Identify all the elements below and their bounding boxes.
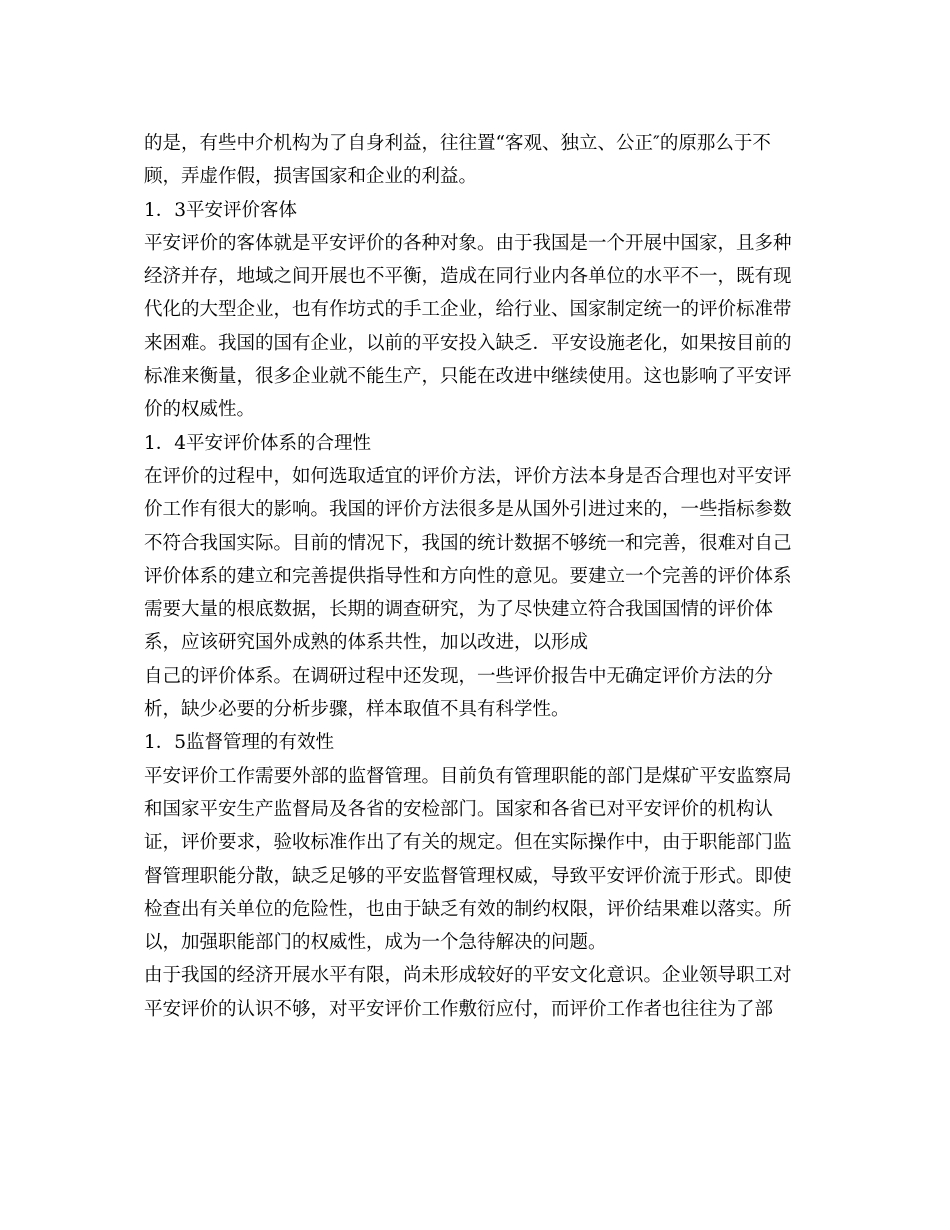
text-line: 平安评价工作需要外部的监督管理。目前负有管理职能的部门是煤矿平安监察局 (144, 765, 792, 787)
text-line: 系，应该研究国外成熟的体系共性，加以改进，以形成 (144, 632, 589, 654)
text-line: 析，缺少必要的分析步骤，样本取值不具有科学性。 (144, 699, 570, 721)
text-line: 由于我国的经济开展水平有限，尚未形成较好的平安文化意识。企业领导职工对 (144, 965, 792, 987)
text-line: 经济并存，地域之间开展也不平衡，造成在同行业内各单位的水平不一，既有现 (144, 266, 792, 288)
text-line: 平安评价的认识不够，对平安评价工作敷衍应付，而评价工作者也往往为了部 (144, 998, 774, 1020)
text-line: 在评价的过程中，如何选取适宜的评价方法，评价方法本身是否合理也对平安评 (144, 465, 792, 487)
text-line: 和国家平安生产监督局及各省的安检部门。国家和各省已对平安评价的机构认 (144, 798, 774, 820)
document-body (144, 127, 808, 1026)
section-heading: 1．4平安评价体系的合理性 (144, 432, 372, 454)
text-line: 需要大量的根底数据，长期的调查研究，为了尽快建立符合我国国情的评价体 (144, 599, 774, 621)
text-line: 来困难。我国的国有企业，以前的平安投入缺乏．平安设施老化，如果按目前的 (144, 332, 792, 354)
text-line: 价工作有很大的影响。我国的评价方法很多是从国外引进过来的，一些指标参数 (144, 499, 792, 521)
section-heading: 1．5监督管理的有效性 (144, 732, 335, 754)
text-line: 检查出有关单位的危险性，也由于缺乏有效的制约权限，评价结果难以落实。所 (144, 898, 792, 920)
text-line: 顾，弄虚作假，损害国家和企业的利益。 (144, 166, 478, 188)
text-line: 价的权威性。 (144, 399, 256, 421)
text-line: 证，评价要求，验收标准作出了有关的规定。但在实际操作中，由于职能部门监 (144, 832, 792, 854)
text-line: 不符合我国实际。目前的情况下，我国的统计数据不够统一和完善，很难对自己 (144, 532, 792, 554)
text-line: 标准来衡量，很多企业就不能生产，只能在改进中继续使用。这也影响了平安评 (144, 366, 792, 388)
text-line: 督管理职能分散，缺乏足够的平安监督管理权威，导致平安评价流于形式。即使 (144, 865, 792, 887)
text-line: 以，加强职能部门的权威性，成为一个急待解决的问题。 (144, 932, 607, 954)
text-line: 平安评价的客体就是平安评价的各种对象。由于我国是一个开展中国家，且多种 (144, 232, 792, 254)
text-line: 代化的大型企业，也有作坊式的手工企业，给行业、国家制定统一的评价标准带 (144, 299, 792, 321)
text-line: 自己的评价体系。在调研过程中还发现，一些评价报告中无确定评价方法的分 (144, 665, 774, 687)
section-heading: 1．3平安评价客体 (144, 199, 298, 221)
text-line: 评价体系的建立和完善提供指导性和方向性的意见。要建立一个完善的评价体系 (144, 565, 792, 587)
text-line: 的是，有些中介机构为了自身利益，往往置“客观、独立、公正″的原那么于不 (144, 133, 771, 154)
